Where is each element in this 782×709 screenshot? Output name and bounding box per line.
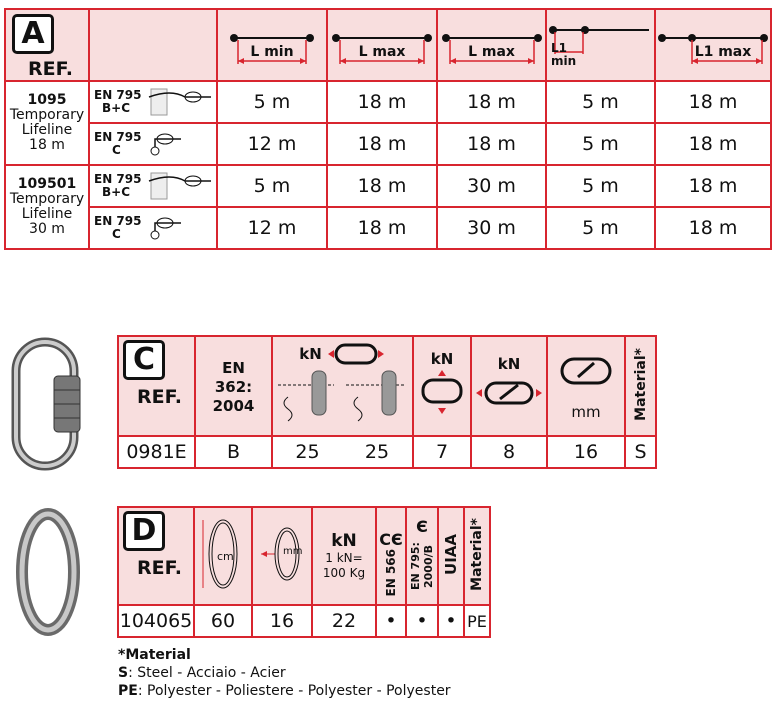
table-d-en795: [406, 507, 438, 605]
table-d: [117, 506, 491, 638]
row-4-class: C: [112, 227, 121, 241]
anchor-sling-icon: [141, 87, 215, 117]
row-3-en: EN 795: [94, 172, 142, 186]
c-row-gate-2: 25: [342, 436, 413, 468]
table-a-letter: A: [12, 14, 54, 54]
row-2-val-4: 18 m: [655, 123, 771, 165]
table-c-gate-opening: [547, 336, 625, 436]
table-c-standard: [195, 336, 272, 436]
standard-label: EN 362: 2004: [212, 359, 255, 415]
header-l-max-2: [437, 9, 546, 81]
c-row-material: S: [625, 436, 656, 468]
sling-image: [14, 506, 82, 638]
legend-pe-text: : Polyester - Poliestere - Polyester - Polyester: [137, 683, 451, 699]
legend-s-text: : Steel - Acciaio - Acier: [128, 665, 286, 681]
group-1-ref: 1095: [27, 92, 67, 108]
row-3-class: B+C: [102, 185, 131, 199]
row-2-val-2: 18 m: [437, 123, 546, 165]
ce-mark: CЄ: [379, 529, 403, 549]
group-2-desc: Temporary Lifeline: [9, 191, 85, 222]
table-d-uiaa: [438, 507, 464, 605]
table-a-ref-header: [5, 9, 89, 81]
table-c-open-gate: [471, 336, 547, 436]
row-1-val-3: 5 m: [546, 81, 655, 123]
kn-note: 1 kN= 100 Kg: [322, 551, 366, 580]
group-2-ref: 109501: [17, 176, 77, 192]
row-4-val-4: 18 m: [655, 207, 771, 249]
header-l-min-label: L min: [250, 44, 294, 60]
kn-label-minor: kN: [430, 350, 454, 368]
table-d-strength: [312, 507, 376, 605]
legend-steel: [118, 664, 451, 682]
row-1-val-1: 18 m: [327, 81, 437, 123]
header-l-max-2-label: L max: [468, 44, 515, 60]
row-1-val-4: 18 m: [655, 81, 771, 123]
row-3-val-2: 30 m: [437, 165, 546, 207]
table-c-ref-label: REF.: [137, 386, 183, 408]
mm-label: mm: [571, 403, 601, 421]
table-d-en566: [376, 507, 406, 605]
c-row-opening: 16: [547, 436, 625, 468]
row-3-val-0: 5 m: [217, 165, 327, 207]
table-c-letter: C: [123, 340, 165, 380]
row-1-class: B+C: [102, 101, 131, 115]
legend-polyester: [118, 682, 451, 700]
ce-mark-2: Є: [416, 517, 428, 536]
table-c-gate-strength: [272, 336, 413, 436]
row-1-val-0: 5 m: [217, 81, 327, 123]
d-row-width: 16: [252, 605, 312, 637]
row-3-val-1: 18 m: [327, 165, 437, 207]
material-label: Material*: [632, 347, 649, 421]
material-legend: [118, 646, 451, 700]
d-row-length: 60: [194, 605, 252, 637]
table-d-material-header: [464, 507, 490, 605]
carabiner-image: [8, 336, 88, 472]
c-row-gate-1: 25: [272, 436, 342, 468]
d-row-material: PE: [464, 605, 490, 637]
d-row-en795: •: [406, 605, 438, 637]
header-l1-max-label: L1 max: [694, 44, 752, 60]
cm-label: cm: [217, 550, 234, 563]
uiaa-label: UIAA: [442, 533, 460, 575]
en566-label: EN 566: [384, 548, 398, 596]
table-d-width: [252, 507, 312, 605]
header-l1-min: [546, 9, 655, 81]
row-4-val-3: 5 m: [546, 207, 655, 249]
table-a-ref-label: REF.: [28, 58, 74, 80]
d-row-ref: 104065: [118, 605, 194, 637]
d-row-en566: •: [376, 605, 406, 637]
group-1-length: 18 m: [29, 137, 65, 153]
kn-label: kN: [299, 345, 322, 363]
mm-label-d: mm: [283, 546, 303, 557]
material-label-d: Material*: [469, 517, 485, 591]
c-row-minor: 7: [413, 436, 471, 468]
row-1-en-cell: [89, 81, 217, 123]
major-axis-icon: [326, 341, 386, 367]
legend-title: *Material: [118, 647, 191, 663]
row-1-en: EN 795: [94, 88, 142, 102]
header-l1-max: [655, 9, 771, 81]
row-3-val-3: 5 m: [546, 165, 655, 207]
row-2-val-0: 12 m: [217, 123, 327, 165]
row-2-en: EN 795: [94, 130, 142, 144]
group-2-ref-cell: [5, 165, 89, 249]
row-2-val-3: 5 m: [546, 123, 655, 165]
row-3-en-cell: [89, 165, 217, 207]
kn-label-open: kN: [497, 355, 521, 373]
row-4-en-cell: [89, 207, 217, 249]
header-l-min: [217, 9, 327, 81]
group-1-desc: Temporary Lifeline: [9, 107, 85, 138]
minor-axis-icon: [417, 368, 467, 418]
table-c-material-header: [625, 336, 656, 436]
row-1-val-2: 18 m: [437, 81, 546, 123]
row-4-val-1: 18 m: [327, 207, 437, 249]
en795-label: EN 795: 2000/B: [409, 542, 435, 590]
group-2-length: 30 m: [29, 221, 65, 237]
anchor-plate-icon: [141, 213, 201, 243]
gate-opening-icon: [556, 351, 616, 391]
gate-test-diagram: [274, 367, 412, 427]
table-c: [117, 335, 657, 469]
d-row-uiaa: •: [438, 605, 464, 637]
d-row-strength: 22: [312, 605, 376, 637]
legend-s-code: S: [118, 665, 129, 681]
table-c-ref-header: [118, 336, 195, 436]
kn-label-d: kN: [331, 531, 357, 551]
row-3-val-4: 18 m: [655, 165, 771, 207]
row-4-val-0: 12 m: [217, 207, 327, 249]
c-row-ref: 0981E: [118, 436, 195, 468]
table-a: [4, 8, 772, 250]
legend-pe-code: PE: [118, 683, 138, 699]
table-d-letter: D: [123, 511, 165, 551]
table-a-blank-header: [89, 9, 217, 81]
anchor-plate-icon: [141, 129, 201, 159]
table-d-length: [194, 507, 252, 605]
row-4-val-2: 30 m: [437, 207, 546, 249]
anchor-sling-icon: [141, 171, 215, 201]
c-row-open: 8: [471, 436, 547, 468]
table-d-ref-label: REF.: [137, 557, 183, 579]
group-1-ref-cell: [5, 81, 89, 165]
c-row-class: B: [195, 436, 272, 468]
header-l1-min-label: L1 min: [551, 41, 577, 68]
header-l-max-1: [327, 9, 437, 81]
row-2-class: C: [112, 143, 121, 157]
open-gate-icon: [474, 373, 544, 413]
row-2-en-cell: [89, 123, 217, 165]
header-l-max-1-label: L max: [358, 44, 406, 60]
row-2-val-1: 18 m: [327, 123, 437, 165]
table-c-minor-axis: [413, 336, 471, 436]
row-4-en: EN 795: [94, 214, 142, 228]
table-d-ref-header: [118, 507, 194, 605]
